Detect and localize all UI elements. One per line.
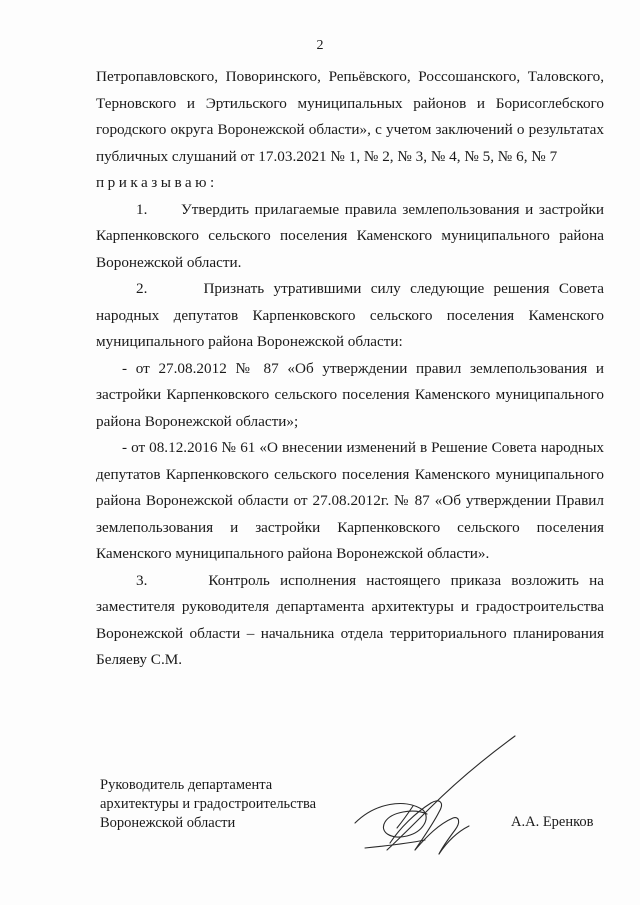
paragraph-subitem-2: - от 08.12.2016 № 61 «О внесении изменений в Решение Совета народных депутатов Карпенковского сельского поселения Каменского муниципального района Воронежской области от 27.08.2012г. № 87 «Об утверждении Правил землепользования и застройки Карпенковского сельского поселения Каменского муниципального района Воронежской области». xyxy=(96,439,604,562)
paragraph-intro: Петропавловского, Поворинского, Репьёвского, Россошанского, Таловского, Терновского и Эртильского муниципальных районов и Борисоглебского городского округа Воронежской области», с учетом заключений о результатах публичных слушаний от 17.03.2021 № 1, № 2, № 3, № 4, № 5, № 6, № 7 xyxy=(96,68,604,165)
paragraph-item-3: 3. Контроль исполнения настоящего приказа возложить на заместителя руководителя департамента архитектуры и градостроительства Воронежской области – начальника отдела территориального планирования Беляеву С.М. xyxy=(96,571,608,668)
signatory-title-line-3: Воронежской области xyxy=(100,815,236,831)
paragraph-item-1: 1. Утвердить прилагаемые правила землепользования и застройки Карпенковского сельского поселения Каменского муниципального района Воронежской области. xyxy=(96,200,608,271)
order-word: приказываю: xyxy=(96,174,218,191)
paragraph-subitem-1: - от 27.08.2012 № 87 «Об утверждении правил землепользования и застройки Карпенковского сельского поселения Каменского муниципального района Воронежской области»; xyxy=(96,359,604,430)
page-number: 2 xyxy=(316,38,324,53)
document-body xyxy=(96,64,608,674)
signatory-title-line-1: Руководитель департамента xyxy=(100,777,273,793)
paragraph-item-2: 2. Признать утратившими силу следующие решения Совета народных депутатов Карпенковского сельского поселения Каменского муниципального района Воронежской области: xyxy=(96,280,608,350)
signatory-title-line-2: архитектуры и градостроительства xyxy=(100,796,317,812)
signatory-name: А.А. Еренков xyxy=(511,814,594,830)
signatory-title xyxy=(100,776,316,833)
handwritten-signature xyxy=(335,728,535,878)
